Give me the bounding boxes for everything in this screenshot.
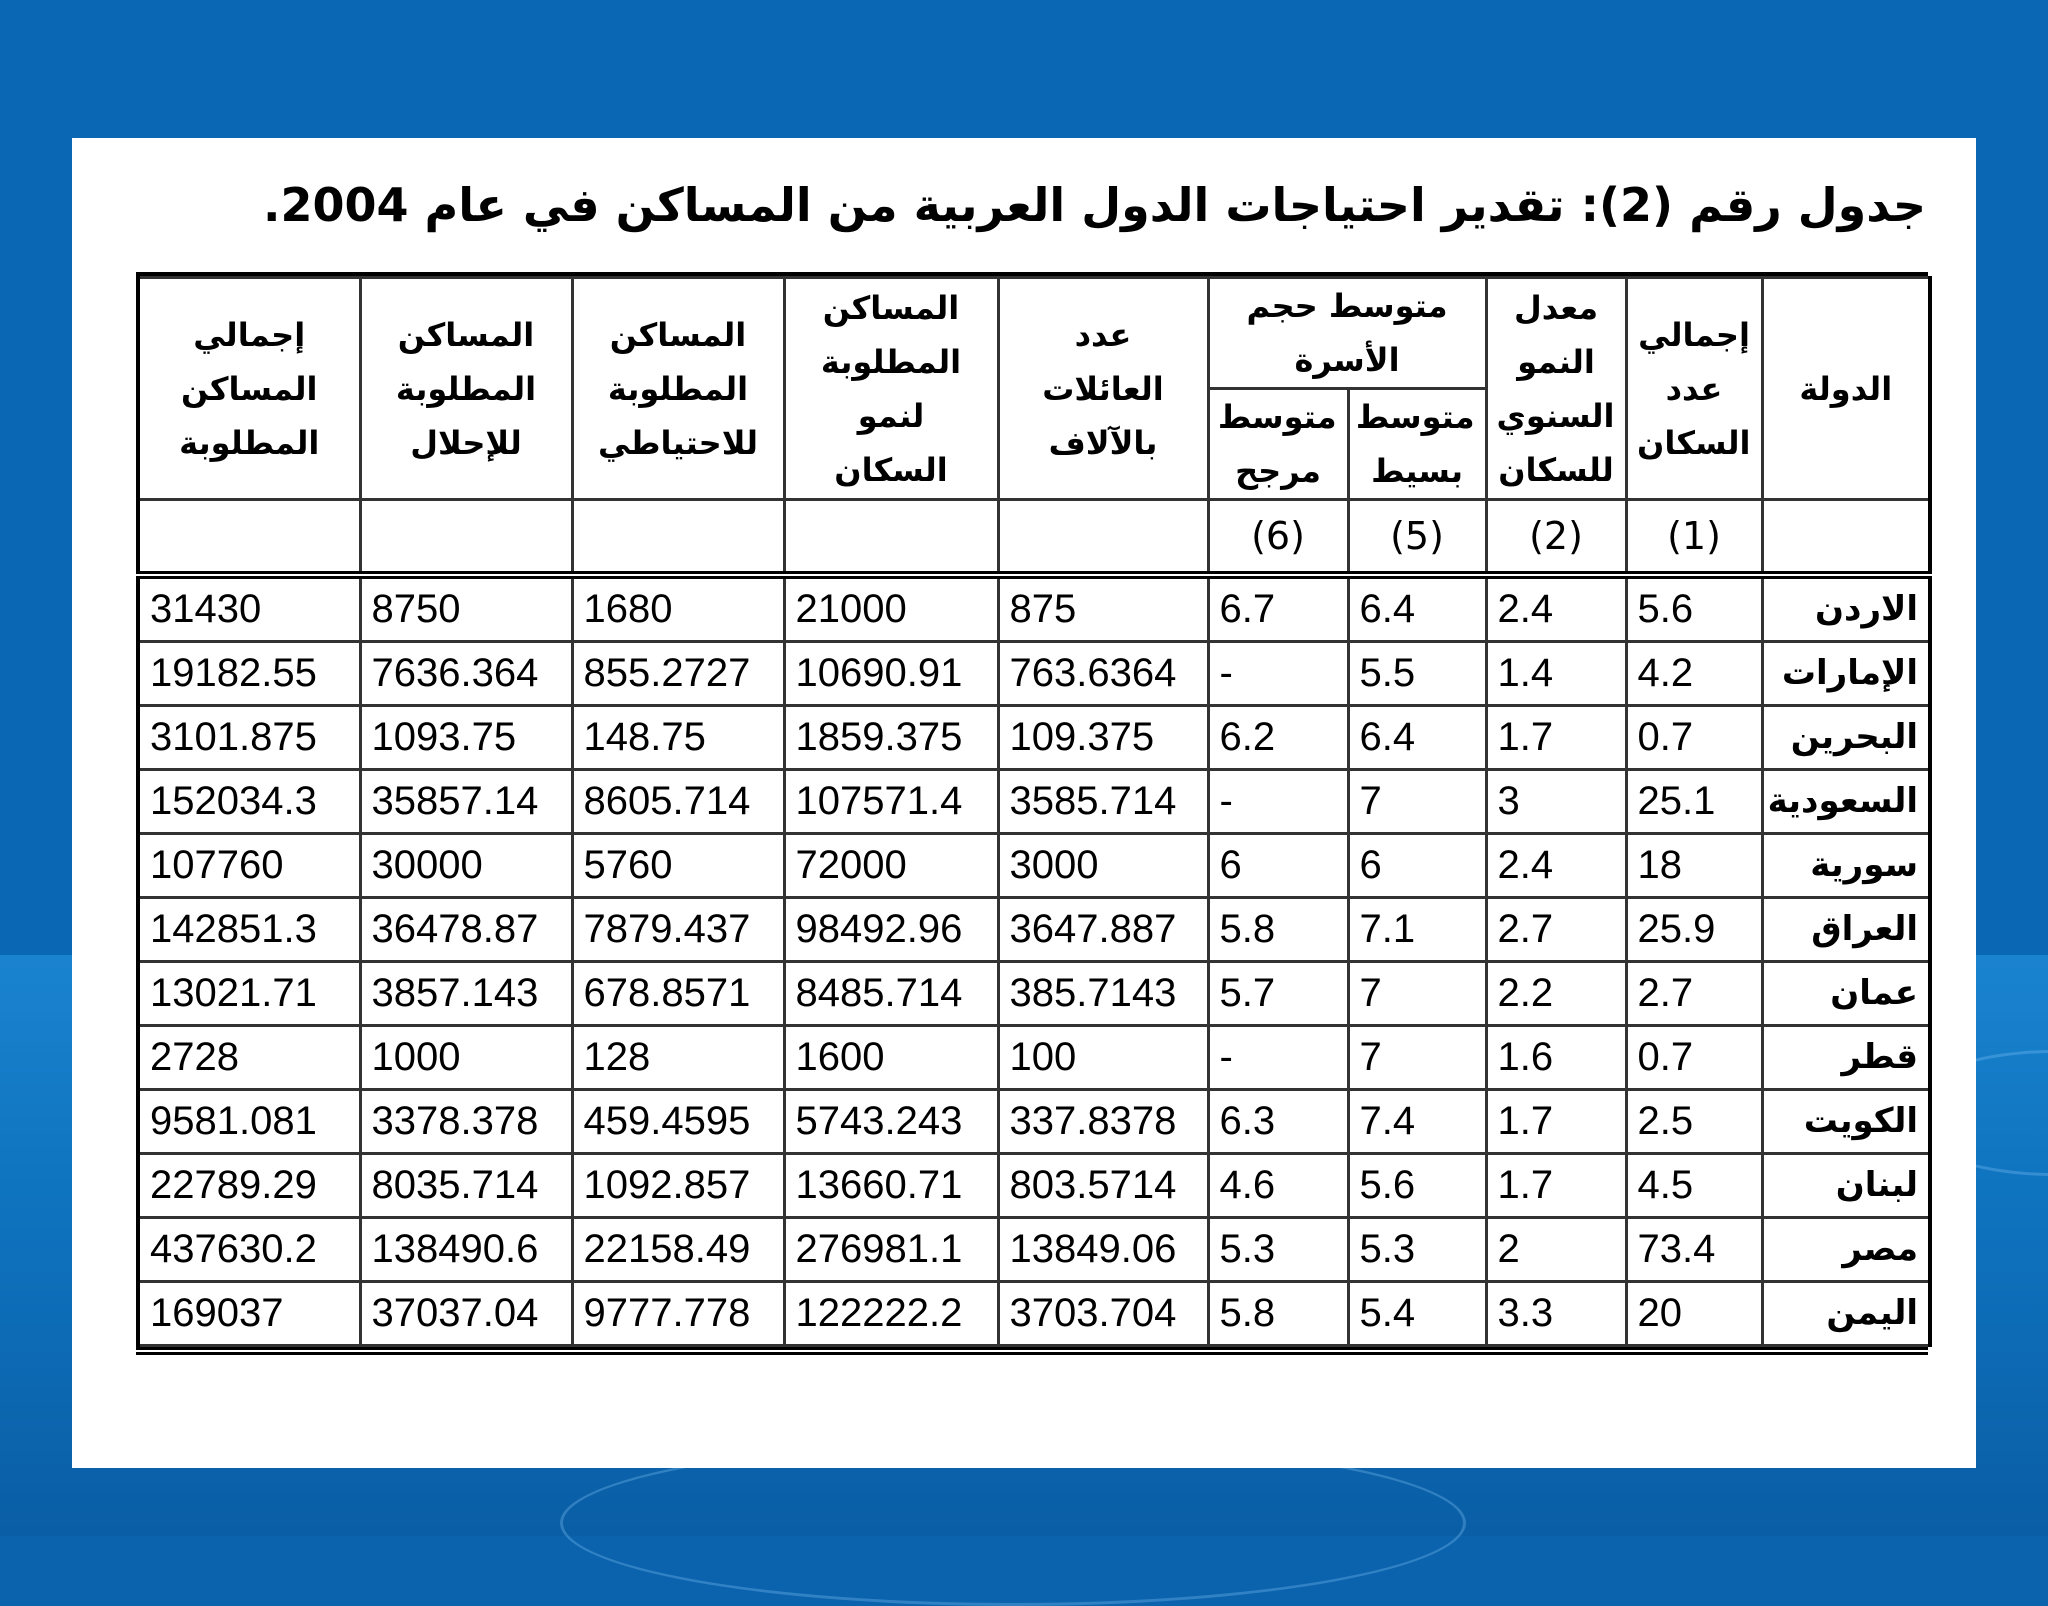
footnote-growth: (2) — [1486, 500, 1626, 576]
cell-growth: 1.6 — [1486, 1026, 1626, 1090]
cell-weighted: 6.3 — [1208, 1090, 1348, 1154]
cell-total: 437630.2 — [138, 1218, 360, 1282]
cell-families: 875 — [998, 575, 1208, 642]
footnote-cell — [138, 500, 360, 576]
cell-simple: 7 — [1348, 962, 1486, 1026]
cell-population: 20 — [1626, 1282, 1762, 1346]
cell-population: 4.5 — [1626, 1154, 1762, 1218]
footnote-simple: (5) — [1348, 500, 1486, 576]
header-housing-growth: المساكن المطلوبة لنمو السكان — [784, 278, 998, 500]
cell-reserve: 459.4595 — [572, 1090, 784, 1154]
cell-growth: 2.7 — [1486, 898, 1626, 962]
cell-total: 169037 — [138, 1282, 360, 1346]
cell-weighted: 5.7 — [1208, 962, 1348, 1026]
cell-growth: 1.7 — [1486, 1090, 1626, 1154]
cell-total: 142851.3 — [138, 898, 360, 962]
cell-weighted: - — [1208, 642, 1348, 706]
cell-families: 803.5714 — [998, 1154, 1208, 1218]
cell-total: 107760 — [138, 834, 360, 898]
cell-country: عمان — [1762, 962, 1930, 1026]
cell-simple: 6.4 — [1348, 575, 1486, 642]
cell-reserve: 9777.778 — [572, 1282, 784, 1346]
cell-families: 337.8378 — [998, 1090, 1208, 1154]
cell-growth: 2.4 — [1486, 575, 1626, 642]
footnote-cell — [572, 500, 784, 576]
cell-country: قطر — [1762, 1026, 1930, 1090]
cell-simple: 7 — [1348, 770, 1486, 834]
cell-weighted: 5.8 — [1208, 898, 1348, 962]
cell-simple: 7 — [1348, 1026, 1486, 1090]
cell-population: 25.1 — [1626, 770, 1762, 834]
cell-weighted: 5.3 — [1208, 1218, 1348, 1282]
cell-growth-housing: 1600 — [784, 1026, 998, 1090]
cell-reserve: 128 — [572, 1026, 784, 1090]
cell-simple: 5.3 — [1348, 1218, 1486, 1282]
footnote-cell — [360, 500, 572, 576]
cell-weighted: 5.8 — [1208, 1282, 1348, 1346]
header-simple-average: متوسط بسيط — [1348, 389, 1486, 500]
cell-growth: 2 — [1486, 1218, 1626, 1282]
table-row — [138, 1026, 1930, 1090]
cell-reserve: 855.2727 — [572, 642, 784, 706]
cell-population: 0.7 — [1626, 1026, 1762, 1090]
footnote-cell — [998, 500, 1208, 576]
cell-growth-housing: 21000 — [784, 575, 998, 642]
cell-population: 5.6 — [1626, 575, 1762, 642]
cell-population: 25.9 — [1626, 898, 1762, 962]
cell-families: 385.7143 — [998, 962, 1208, 1026]
cell-simple: 6 — [1348, 834, 1486, 898]
table-row — [138, 706, 1930, 770]
cell-country: لبنان — [1762, 1154, 1930, 1218]
cell-total: 22789.29 — [138, 1154, 360, 1218]
cell-replace: 3857.143 — [360, 962, 572, 1026]
cell-replace: 37037.04 — [360, 1282, 572, 1346]
cell-weighted: - — [1208, 1026, 1348, 1090]
table-row — [138, 1154, 1930, 1218]
footnote-population: (1) — [1626, 500, 1762, 576]
cell-total: 19182.55 — [138, 642, 360, 706]
cell-reserve: 22158.49 — [572, 1218, 784, 1282]
cell-replace: 3378.378 — [360, 1090, 572, 1154]
cell-country: الكويت — [1762, 1090, 1930, 1154]
cell-country: سورية — [1762, 834, 1930, 898]
table-row — [138, 770, 1930, 834]
cell-weighted: - — [1208, 770, 1348, 834]
header-country: الدولة — [1762, 278, 1930, 500]
table-row — [138, 834, 1930, 898]
cell-total: 31430 — [138, 575, 360, 642]
cell-growth: 3 — [1486, 770, 1626, 834]
cell-country: العراق — [1762, 898, 1930, 962]
table-row — [138, 1282, 1930, 1346]
cell-growth-housing: 107571.4 — [784, 770, 998, 834]
cell-reserve: 678.8571 — [572, 962, 784, 1026]
cell-population: 2.7 — [1626, 962, 1762, 1026]
cell-country: اليمن — [1762, 1282, 1930, 1346]
cell-growth-housing: 276981.1 — [784, 1218, 998, 1282]
cell-families: 3000 — [998, 834, 1208, 898]
cell-families: 3703.704 — [998, 1282, 1208, 1346]
cell-population: 2.5 — [1626, 1090, 1762, 1154]
cell-replace: 8035.714 — [360, 1154, 572, 1218]
cell-country: البحرين — [1762, 706, 1930, 770]
cell-reserve: 5760 — [572, 834, 784, 898]
cell-growth-housing: 122222.2 — [784, 1282, 998, 1346]
table-row — [138, 1090, 1930, 1154]
cell-families: 3647.887 — [998, 898, 1208, 962]
cell-reserve: 1092.857 — [572, 1154, 784, 1218]
cell-reserve: 7879.437 — [572, 898, 784, 962]
cell-weighted: 6 — [1208, 834, 1348, 898]
table-row — [138, 642, 1930, 706]
cell-simple: 7.4 — [1348, 1090, 1486, 1154]
bottom-rule — [136, 1347, 1928, 1355]
header-population: إجمالي عدد السكان — [1626, 278, 1762, 500]
cell-growth: 1.7 — [1486, 706, 1626, 770]
cell-growth-housing: 5743.243 — [784, 1090, 998, 1154]
cell-country: السعودية — [1762, 770, 1930, 834]
cell-total: 9581.081 — [138, 1090, 360, 1154]
cell-growth: 1.7 — [1486, 1154, 1626, 1218]
footnote-weighted: (6) — [1208, 500, 1348, 576]
header-housing-total: إجمالي المساكن المطلوبة — [138, 278, 360, 500]
cell-growth: 2.4 — [1486, 834, 1626, 898]
cell-families: 109.375 — [998, 706, 1208, 770]
cell-population: 18 — [1626, 834, 1762, 898]
cell-simple: 6.4 — [1348, 706, 1486, 770]
housing-needs-table — [136, 276, 1932, 1347]
footnote-cell — [1762, 500, 1930, 576]
cell-population: 0.7 — [1626, 706, 1762, 770]
cell-replace: 1093.75 — [360, 706, 572, 770]
cell-growth-housing: 13660.71 — [784, 1154, 998, 1218]
cell-replace: 138490.6 — [360, 1218, 572, 1282]
cell-total: 13021.71 — [138, 962, 360, 1026]
cell-population: 73.4 — [1626, 1218, 1762, 1282]
cell-simple: 7.1 — [1348, 898, 1486, 962]
cell-country: الإمارات — [1762, 642, 1930, 706]
cell-replace: 30000 — [360, 834, 572, 898]
cell-growth-housing: 8485.714 — [784, 962, 998, 1026]
footnote-cell — [784, 500, 998, 576]
cell-weighted: 6.2 — [1208, 706, 1348, 770]
cell-simple: 5.6 — [1348, 1154, 1486, 1218]
cell-growth-housing: 10690.91 — [784, 642, 998, 706]
cell-simple: 5.5 — [1348, 642, 1486, 706]
cell-total: 3101.875 — [138, 706, 360, 770]
cell-reserve: 8605.714 — [572, 770, 784, 834]
cell-families: 13849.06 — [998, 1218, 1208, 1282]
cell-families: 763.6364 — [998, 642, 1208, 706]
cell-weighted: 6.7 — [1208, 575, 1348, 642]
cell-replace: 1000 — [360, 1026, 572, 1090]
cell-simple: 5.4 — [1348, 1282, 1486, 1346]
cell-replace: 36478.87 — [360, 898, 572, 962]
table-body — [138, 575, 1930, 1346]
cell-total: 2728 — [138, 1026, 360, 1090]
header-growth-rate: معدل النمو السنوي للسكان — [1486, 278, 1626, 500]
cell-growth: 2.2 — [1486, 962, 1626, 1026]
table-caption: جدول رقم (2): تقدير احتياجات الدول العربية من المساكن في عام 2004. — [262, 178, 1926, 232]
cell-country: الاردن — [1762, 575, 1930, 642]
header-weighted-average: متوسط مرجح — [1208, 389, 1348, 500]
cell-total: 152034.3 — [138, 770, 360, 834]
cell-growth: 3.3 — [1486, 1282, 1626, 1346]
table-row — [138, 1218, 1930, 1282]
cell-growth-housing: 1859.375 — [784, 706, 998, 770]
cell-families: 100 — [998, 1026, 1208, 1090]
slide-panel — [72, 138, 1976, 1468]
header-housing-reserve: المساكن المطلوبة للاحتياطي — [572, 278, 784, 500]
cell-families: 3585.714 — [998, 770, 1208, 834]
cell-country: مصر — [1762, 1218, 1930, 1282]
cell-replace: 8750 — [360, 575, 572, 642]
cell-growth-housing: 72000 — [784, 834, 998, 898]
cell-replace: 7636.364 — [360, 642, 572, 706]
cell-reserve: 1680 — [572, 575, 784, 642]
cell-population: 4.2 — [1626, 642, 1762, 706]
cell-reserve: 148.75 — [572, 706, 784, 770]
header-housing-replace: المساكن المطلوبة للإحلال — [360, 278, 572, 500]
cell-growth-housing: 98492.96 — [784, 898, 998, 962]
cell-replace: 35857.14 — [360, 770, 572, 834]
header-family-size: متوسط حجم الأسرة — [1208, 278, 1486, 389]
table-row — [138, 898, 1930, 962]
housing-table-wrapper — [136, 272, 1928, 1355]
header-families: عدد العائلات بالآلاف — [998, 278, 1208, 500]
cell-weighted: 4.6 — [1208, 1154, 1348, 1218]
cell-growth: 1.4 — [1486, 642, 1626, 706]
table-row — [138, 575, 1930, 642]
table-row — [138, 962, 1930, 1026]
